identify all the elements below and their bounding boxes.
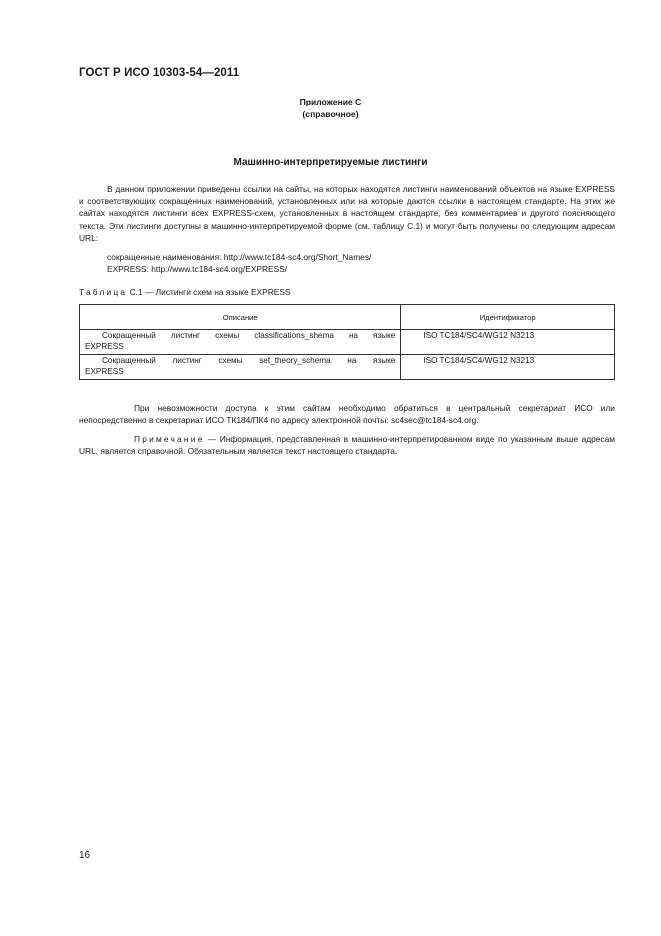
table-caption-prefix: Таблица xyxy=(79,287,128,297)
table-row xyxy=(80,355,615,380)
table-cell-identifier: ISO TC184/SC4/WG12 N3213 xyxy=(401,330,615,355)
description-line: EXPRESS xyxy=(85,367,124,376)
note-text: — Информация, представленная в машинно-интерпретированном виде по указанным выше адресам URL, является справочной. Обязательным является текст настоящего стандарта. xyxy=(79,434,615,457)
appendix-label: Приложение С xyxy=(299,97,362,107)
listings-table xyxy=(79,304,615,380)
table-cell-description xyxy=(80,330,401,355)
access-paragraph xyxy=(79,402,615,426)
document-header: ГОСТ Р ИСО 10303-54—2011 xyxy=(79,67,240,79)
note-body xyxy=(79,433,615,457)
appendix-type: (справочное) xyxy=(302,109,359,119)
description-line: Сокращенный листинг схемы classifications_shema на языке xyxy=(102,331,396,340)
table-header-row xyxy=(80,305,615,330)
table-caption xyxy=(79,287,291,297)
note-label: Примечание xyxy=(134,434,205,444)
column-header-identifier: Идентификатор xyxy=(401,305,615,330)
access-text: При невозможности доступа к этим сайтам необходимо обратиться в центральный секретариат ИСО или непосредственно в секретариат ИСО ТК184/ПК4 по адресу электронной почты: sc4sec@tc184-sc4.org. xyxy=(79,403,615,426)
note-paragraph xyxy=(79,433,615,457)
table-cell-identifier: ISO TC184/SC4/WG12 N3213 xyxy=(401,355,615,380)
url-short-names: сокращенные наименования: http://www.tc184-sc4.org/Short_Names/ xyxy=(107,252,372,262)
intro-paragraph xyxy=(79,183,615,244)
url-express: EXPRESS: http://www.tc184-sc4.org/EXPRESS/ xyxy=(107,264,288,274)
page-number: 16 xyxy=(79,850,91,861)
column-header-description: Описание xyxy=(80,305,401,330)
table-caption-text: С.1 — Листинги схем на языке EXPRESS xyxy=(129,287,291,297)
table-cell-description xyxy=(80,355,401,380)
intro-text: В данном приложении приведены ссылки на сайты, на которых находятся листинги наименований объектов на языке EXPRESS и соответствующих сокращенных наименований, установленных или на которые даются ссылки в настоящем стандарте. На этих же сайтах находятся листинги всех EXPRESS-схем, установленных в настоящем стандарте, без комментариев и другого поясняющего текста. Эти листинги доступны в машинно-интерпретируемой форме (см. таблицу С.1) и могут быть получены по следующим адресам URL: xyxy=(79,184,615,243)
table-row xyxy=(80,330,615,355)
description-line: EXPRESS xyxy=(85,342,124,351)
section-title: Машинно-интерпретируемые листинги xyxy=(233,157,428,168)
description-line: Сокращенный листинг схемы set_theory_schema на языке xyxy=(102,356,396,365)
